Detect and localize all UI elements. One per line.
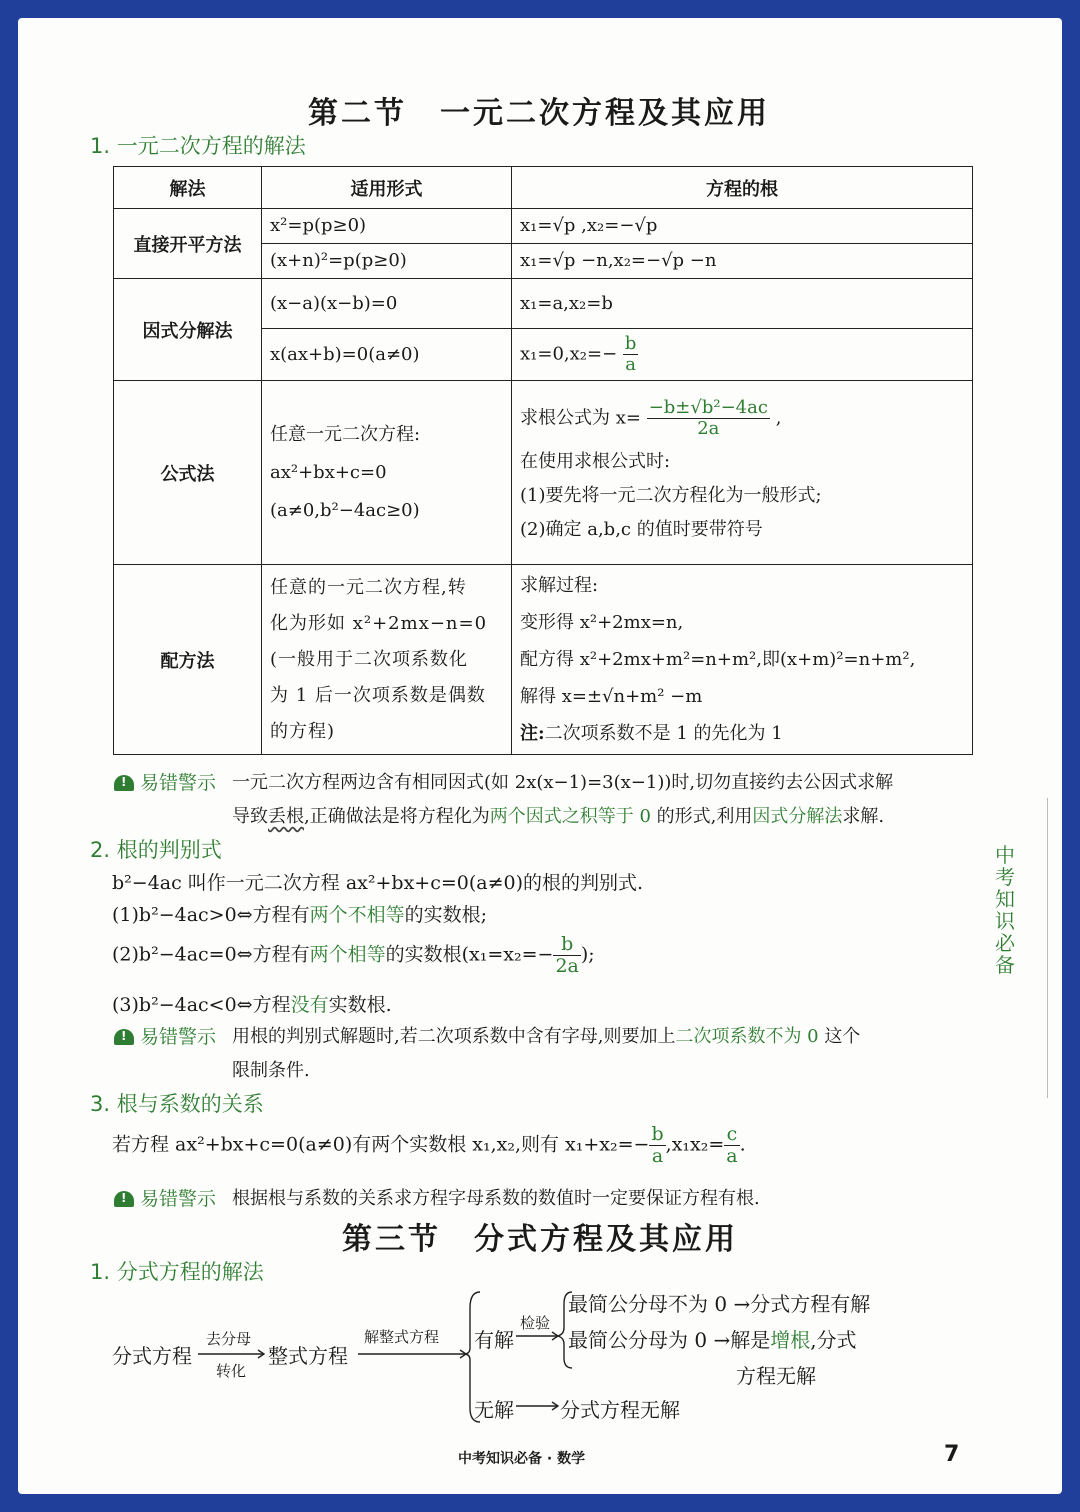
highlight-term: 二次项系数不为 0 [675, 1026, 819, 1047]
col-header-roots: 方程的根 [512, 167, 973, 209]
warning-label-text: 易错警示 [140, 1188, 217, 1210]
case-no-solution-text: 方程无解 [736, 1364, 816, 1388]
heading-solving-methods: 1. 一元二次方程的解法 [90, 134, 306, 158]
text: 实数根. [328, 994, 392, 1016]
text: 若方程 ax²+bx+c=0(a≠0)有两个实数根 x₁,x₂,则有 x₁+x₂=− [112, 1133, 650, 1156]
form-line: (a≠0,b²−4ac≥0) [270, 499, 420, 521]
root-cell: x₁=a,x₂=b [512, 279, 973, 329]
discriminant-definition: b²−4ac 叫作一元二次方程 ax²+bx+c=0(a≠0)的根的判别式. [112, 872, 644, 894]
text: ); [580, 943, 595, 966]
root-text: x₁=0,x₂=− [520, 343, 618, 365]
node-no-solution: 无解 [474, 1398, 514, 1422]
process-line: 变形得 x²+2mx=n, [520, 612, 684, 633]
denominator: 2a [555, 955, 579, 977]
numerator: b [553, 934, 580, 956]
highlight-term: 增根 [770, 1328, 811, 1352]
highlight-term: 两个相等 [309, 943, 386, 966]
text: ,分式 [810, 1328, 857, 1352]
col-header-form: 适用形式 [262, 167, 512, 209]
denominator: a [625, 354, 637, 375]
text: 的实数根(x₁=x₂=− [385, 943, 554, 966]
process-line: 配方得 x²+2mx+m²=n+m²,即(x+m)²=n+m², [520, 649, 916, 670]
denominator: a [651, 1145, 664, 1167]
method-formula: 公式法 [114, 381, 262, 565]
text: 导致 [232, 806, 268, 827]
text: 的实数根; [404, 904, 488, 926]
page [18, 18, 1062, 1494]
note-label: 注: [520, 723, 545, 744]
highlight-term: 两个因式之积等于 0 [489, 806, 651, 827]
form-line: 的方程) [270, 720, 336, 742]
process-line: 求解过程: [520, 575, 599, 596]
numerator: b [651, 1123, 664, 1145]
arrow-label-solve: 解整式方程 [364, 1328, 440, 1346]
process-line: 解得 x=±√n+m² −m [520, 686, 703, 707]
text: 的形式,利用 [650, 806, 753, 827]
highlight-term: 因式分解法 [752, 806, 843, 827]
numerator: c [724, 1124, 739, 1146]
text: . [739, 1133, 746, 1156]
footer-text: 中考知识必备 · 数学 [458, 1451, 586, 1467]
method-direct-sqrt: 直接开平方法 [114, 209, 262, 279]
note-line: (2)确定 a,b,c 的值时要带符号 [520, 519, 763, 540]
form-cell: (x−a)(x−b)=0 [262, 279, 512, 329]
node-has-solution: 有解 [474, 1328, 514, 1352]
heading-vieta: 3. 根与系数的关系 [90, 1092, 264, 1116]
root-cell: x₁=√p ,x₂=−√p [512, 209, 973, 244]
text: (1)b²−4ac>0⇔方程有 [112, 904, 310, 926]
numerator: b [624, 333, 637, 354]
formula-text: 求根公式为 x= [520, 407, 641, 429]
form-line: 任意一元二次方程: [270, 423, 421, 445]
heading-fractional-equation: 1. 分式方程的解法 [90, 1260, 264, 1284]
form-cell: x²=p(p≥0) [262, 209, 512, 244]
arrow-label-check: 检验 [520, 1314, 551, 1332]
form-line: 任意的一元二次方程,转 [270, 576, 467, 598]
form-line: ax²+bx+c=0 [270, 461, 387, 483]
text: ,x₁x₂= [665, 1133, 725, 1156]
note-line: 在使用求根公式时: [520, 451, 671, 472]
heading-discriminant: 2. 根的判别式 [90, 838, 222, 862]
denominator: 2a [697, 418, 720, 439]
root-cell: x₁=√p −n,x₂=−√p −n [512, 244, 973, 279]
highlight-term: 两个不相等 [309, 904, 405, 926]
text: (2)b²−4ac=0⇔方程有 [112, 943, 310, 966]
form-cell: (x+n)²=p(p≥0) [262, 244, 512, 279]
method-completing-square: 配方法 [114, 565, 262, 755]
form-line: (一般用于二次项系数化 [270, 648, 469, 670]
text: 最简公分母为 0 →解是 [568, 1328, 771, 1352]
denominator: a [726, 1145, 738, 1167]
form-cell: x(ax+b)=0(a≠0) [262, 329, 512, 381]
side-divider [1047, 798, 1048, 1098]
case-valid-solution: 最简公分母不为 0 →分式方程有解 [568, 1292, 871, 1316]
warning-text: 限制条件. [232, 1060, 310, 1081]
warning-text: 根据根与系数的关系求方程字母系数的数值时一定要保证方程有根. [232, 1188, 760, 1209]
text: 这个 [818, 1026, 861, 1047]
warning-label-text: 易错警示 [140, 1026, 217, 1048]
form-line: 化为形如 x²+2mx−n=0 [270, 612, 488, 634]
comma: , [775, 407, 782, 429]
arrow-label-transform: 转化 [216, 1362, 247, 1380]
form-line: 为 1 后一次项系数是偶数 [270, 684, 486, 706]
method-factoring: 因式分解法 [114, 279, 262, 381]
warning-label-text: 易错警示 [140, 772, 217, 794]
numerator: −b±√b²−4ac [648, 397, 768, 418]
result-no-solution: 分式方程无解 [560, 1398, 680, 1422]
node-polynomial-equation: 整式方程 [268, 1344, 348, 1368]
text: (3)b²−4ac<0⇔方程 [112, 994, 291, 1016]
node-fractional-equation: 分式方程 [112, 1344, 192, 1368]
section3-title: 第三节 分式方程及其应用 [342, 1222, 738, 1257]
section2-title: 第二节 一元二次方程及其应用 [308, 96, 770, 131]
side-label: 中考知识必备 [995, 843, 1015, 977]
warning-text: 一元二次方程两边含有相同因式(如 2x(x−1)=3(x−1))时,切勿直接约去公因式求解 [232, 772, 894, 793]
highlight-term: 丢根 [268, 806, 304, 827]
text: 求解. [842, 806, 885, 827]
text: 用根的判别式解题时,若二次项系数中含有字母,则要加上 [232, 1026, 676, 1047]
note-line: (1)要先将一元二次方程化为一般形式; [520, 485, 822, 506]
note-text: 二次项系数不是 1 的先化为 1 [544, 723, 783, 744]
page-number: 7 [944, 1442, 960, 1467]
diagram-arrows [18, 18, 1062, 1494]
col-header-method: 解法 [114, 167, 262, 209]
text: ,正确做法是将方程化为 [304, 806, 490, 827]
highlight-term: 没有 [290, 994, 329, 1016]
arrow-label-clear-denominator: 去分母 [206, 1330, 252, 1348]
